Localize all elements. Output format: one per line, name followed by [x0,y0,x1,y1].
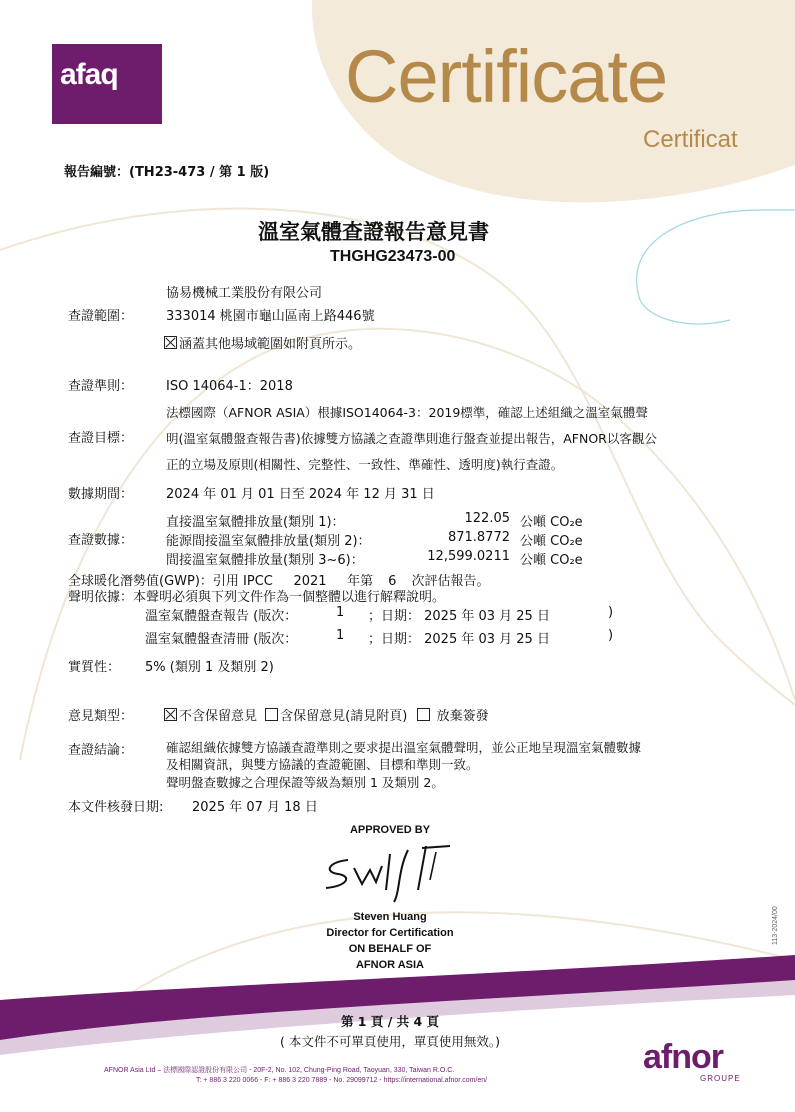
statement-doc-date: ；日期： 2025 年 03 月 25 日 [368,609,550,624]
objective-label: 查證目標： [68,431,134,446]
scope-note [164,333,361,352]
statement-doc-close: ) [608,605,614,620]
period-value: 2024 年 01 月 01 日至 2024 年 12 月 31 日 [166,487,435,502]
conclusion-label: 查證結論： [68,743,134,758]
objective-line-1: 法標國際（AFNOR ASIA）根據ISO14064-3：2019標準，確認上述組織之溫室氣體聲 [166,405,648,420]
document-title: 溫室氣體查證報告意見書 [258,220,489,244]
data-row-unit: 公噸 CO₂e [520,553,583,568]
statement-doc-version: 1 [336,605,345,620]
certificat-subheading: Certificat [643,126,738,153]
data-row-value: 122.05 [464,511,510,526]
materiality-label: 實質性： [68,660,121,675]
checked-box-icon [164,708,177,721]
document-code: THGHG23473-00 [330,248,456,265]
conclusion-line-2: 及相關資訊，與雙方協議的查證範圍、目標和準則一致。 [166,757,479,772]
afaq-logo-text: afaq [60,58,118,91]
empty-box-icon [265,708,278,721]
materiality-value: 5% (類別 1 及類別 2) [145,660,274,675]
data-label: 查證數據： [68,533,134,548]
gwp-mid: 年第 [347,574,374,589]
report-number: 報告編號：(TH23-473 / 第 1 版) [64,165,270,180]
scope-address: 333014 桃園市龜山區南上路446號 [166,309,375,324]
conclusion-line-1: 確認組織依據雙方協議查證準則之要求提出溫室氣體聲明，並公正地呈現溫室氣體數據 [166,740,642,755]
afnor-groupe: GROUPE [700,1074,741,1083]
approved-by: APPROVED BY [349,824,431,836]
statement-doc-name: 溫室氣體盤查清冊 (版次： [145,632,298,647]
opinion-option-qualified: 含保留意見(請見附頁) [280,709,408,724]
gwp-number: 6 [388,574,397,589]
approver-title: Director for Certification [326,927,454,939]
issue-date-value: 2025 年 07 月 18 日 [192,800,318,815]
objective-line-3: 正的立場及原則(相關性、完整性、一致性、準確性、透明度)執行查證。 [166,457,564,472]
data-row-value: 871.8772 [447,530,510,545]
approver-org: AFNOR ASIA [355,959,425,971]
checked-box-icon [164,336,177,349]
opinion-label: 意見類型： [68,709,134,724]
criteria-label: 查證準則： [68,379,134,394]
afaq-logo [52,44,162,124]
statement-doc-version: 1 [336,628,345,643]
scope-company: 協易機械工業股份有限公司 [166,286,323,301]
page-number: 第 1 頁 / 共 4 頁 [340,1014,440,1029]
gwp-year: 2021 [293,574,327,589]
approver-name: Steven Huang [353,911,427,923]
data-row-value: 12,599.0211 [427,549,510,564]
footer-address: AFNOR Asia Ltd – 法標國際認證股份有限公司 - 20F-2, No. 102, Chung-Ping Road, Taoyuan, 330, Taiwan R.O.C. [104,1067,455,1074]
opinion-option-waive: 放棄簽發 [436,709,489,724]
empty-box-icon [417,708,430,721]
objective-line-2: 明(溫室氣體盤查報告書)依據雙方協議之查證準則進行盤查並提出報告，AFNOR以客觀公 [166,431,657,446]
data-row-name: 直接溫室氣體排放量(類別 1)： [166,515,345,530]
statement-doc-name: 溫室氣體盤查報告 (版次： [145,609,298,624]
statement-doc-close: ) [608,628,614,643]
data-row-name: 間接溫室氣體排放量(類別 3~6)： [166,553,364,568]
data-row-unit: 公噸 CO₂e [520,534,583,549]
gwp-tail: 次評估報告。 [411,574,490,589]
data-row-name: 能源間接溫室氣體排放量(類別 2)： [166,534,371,549]
gwp-label: 全球暖化潛勢值(GWP)：引用 IPCC [68,574,273,589]
form-reference: 113-2024/00 [772,906,779,945]
conclusion-line-3: 聲明盤查數據之合理保證等級為類別 1 及類別 2。 [166,775,444,790]
footer-contact: T: + 886 3 220 0066 - F: + 886 3 220 7889 - No. 29099712 - https://international.afnor.com/en/ [196,1077,488,1084]
scope-label: 查證範圍： [68,309,134,324]
statement-label: 聲明依據：本聲明必須與下列文件作為一個整體以進行解釋說明。 [68,590,446,605]
data-row-unit: 公噸 CO₂e [520,515,583,530]
scope-note-text: 涵蓋其他場域範圍如附頁所示。 [179,337,362,352]
afnor-logo: afnor [643,1038,723,1076]
approver-behalf: ON BEHALF OF [348,943,432,955]
statement-doc-date: ；日期： 2025 年 03 月 25 日 [368,632,550,647]
opinion-options [164,705,489,724]
page-note: ( 本文件不可單頁使用，單頁使用無效。) [280,1034,500,1049]
certificate-heading: Certificate [345,35,668,118]
issue-date-label: 本文件核發日期: [68,800,164,815]
criteria-value: ISO 14064-1：2018 [166,379,293,394]
opinion-option-unqualified: 不含保留意見 [179,709,258,724]
period-label: 數據期間： [68,487,134,502]
signature-icon [318,840,468,910]
